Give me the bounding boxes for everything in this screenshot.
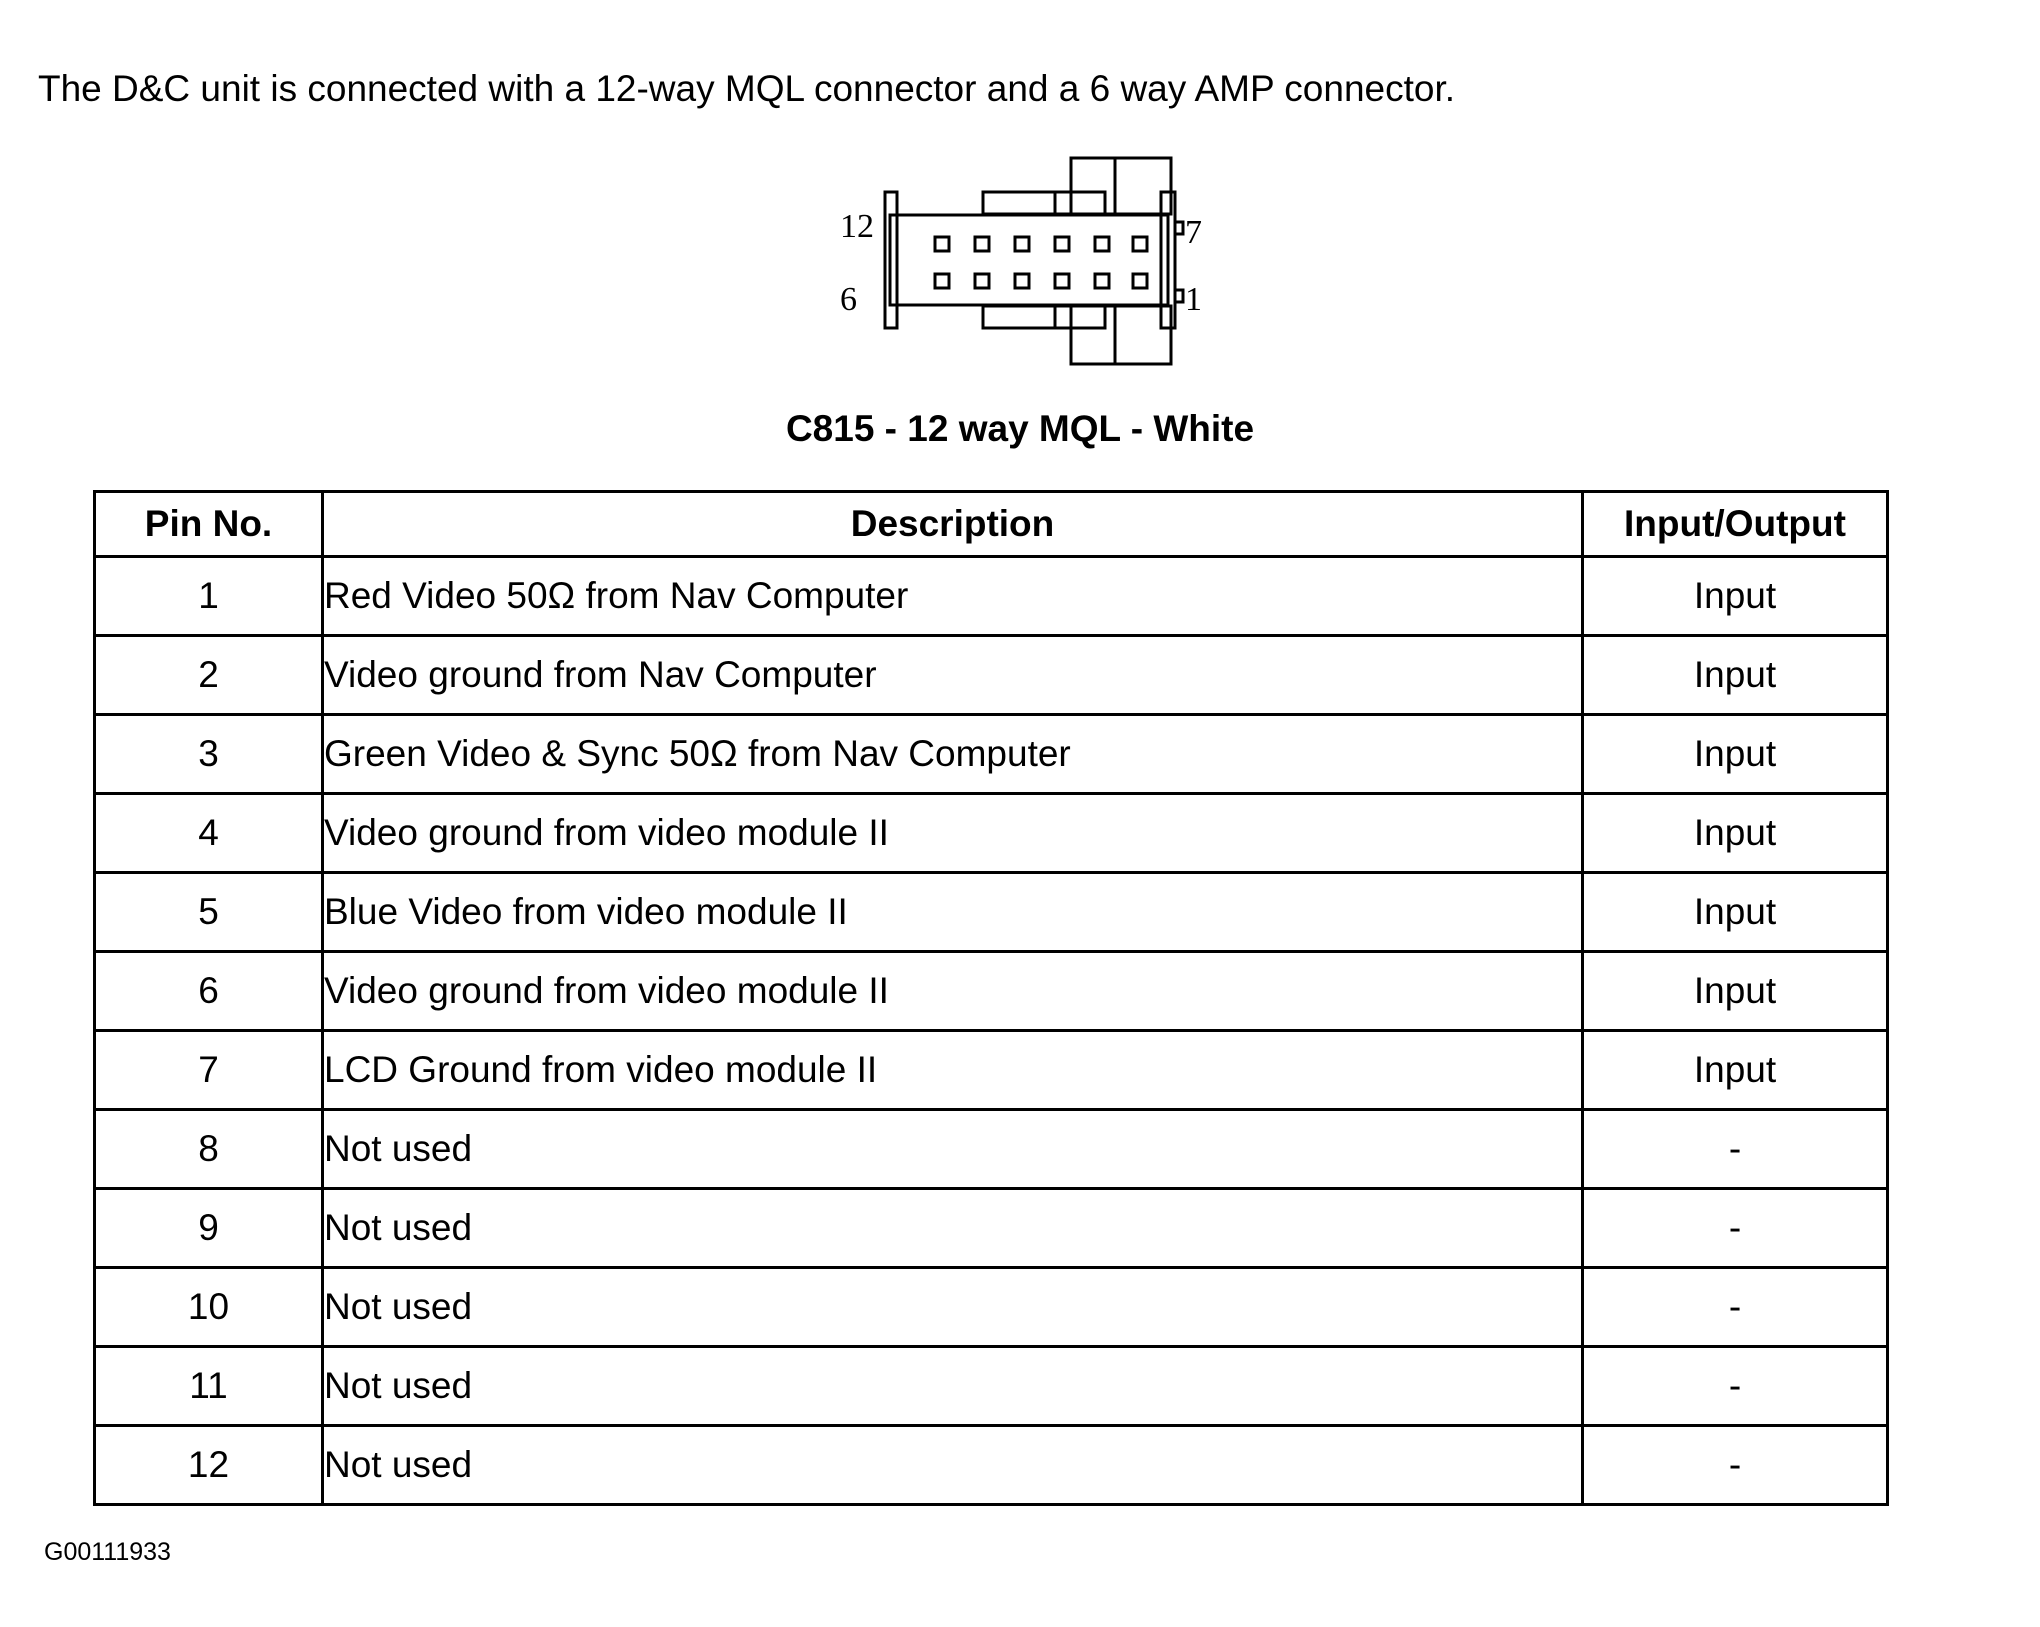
table-header-row <box>95 492 1888 557</box>
pin-io: Input <box>1583 636 1888 715</box>
pin-number: 9 <box>95 1189 323 1268</box>
pin-description: Video ground from Nav Computer <box>323 636 1583 715</box>
intro-text: The D&C unit is connected with a 12-way MQL connector and a 6 way AMP connector. <box>38 68 1456 109</box>
pin-description: LCD Ground from video module II <box>323 1031 1583 1110</box>
table-row <box>95 873 1888 952</box>
pin-description: Not used <box>323 1268 1583 1347</box>
pin-number: 12 <box>95 1426 323 1505</box>
pin-cavities <box>935 237 1147 288</box>
pin-io: Input <box>1583 557 1888 636</box>
table-row <box>95 636 1888 715</box>
pin-io: - <box>1583 1189 1888 1268</box>
pin-io: - <box>1583 1268 1888 1347</box>
pin-label-7: 7 <box>1185 214 1202 251</box>
pin-number: 10 <box>95 1268 323 1347</box>
pin-io: Input <box>1583 952 1888 1031</box>
pin-label-12: 12 <box>840 208 874 245</box>
pinout-table <box>93 490 1889 1506</box>
connector-title: C815 - 12 way MQL - White <box>785 408 1255 449</box>
pin-io: - <box>1583 1347 1888 1426</box>
pin-description: Red Video 50Ω from Nav Computer <box>323 557 1583 636</box>
pin-number: 1 <box>95 557 323 636</box>
pin-number: 7 <box>95 1031 323 1110</box>
pin-io: - <box>1583 1110 1888 1189</box>
pin-description: Video ground from video module II <box>323 952 1583 1031</box>
pin-number: 5 <box>95 873 323 952</box>
pin-number: 2 <box>95 636 323 715</box>
pin-number: 6 <box>95 952 323 1031</box>
pin-description: Video ground from video module II <box>323 794 1583 873</box>
table-row <box>95 1189 1888 1268</box>
pin-description: Green Video & Sync 50Ω from Nav Computer <box>323 715 1583 794</box>
connector-body <box>890 215 1168 305</box>
table-row <box>95 1347 1888 1426</box>
table-row <box>95 715 1888 794</box>
pin-description: Not used <box>323 1189 1583 1268</box>
connector-diagram <box>835 150 1202 380</box>
pin-io: - <box>1583 1426 1888 1505</box>
header-pin-no: Pin No. <box>95 492 323 557</box>
table-row <box>95 952 1888 1031</box>
pin-description: Not used <box>323 1347 1583 1426</box>
pin-number: 3 <box>95 715 323 794</box>
pin-label-1: 1 <box>1185 281 1202 318</box>
pin-description: Blue Video from video module II <box>323 873 1583 952</box>
pin-io: Input <box>1583 873 1888 952</box>
table-row <box>95 1110 1888 1189</box>
pin-number: 8 <box>95 1110 323 1189</box>
pin-label-6: 6 <box>840 281 857 318</box>
table-row <box>95 1426 1888 1505</box>
pin-number: 4 <box>95 794 323 873</box>
table-row <box>95 557 1888 636</box>
pin-io: Input <box>1583 715 1888 794</box>
figure-id: G00111933 <box>44 1538 171 1566</box>
table-row <box>95 1268 1888 1347</box>
header-description: Description <box>323 492 1583 557</box>
pin-description: Not used <box>323 1426 1583 1505</box>
table-row <box>95 794 1888 873</box>
header-input-output: Input/Output <box>1583 492 1888 557</box>
pin-io: Input <box>1583 794 1888 873</box>
pin-description: Not used <box>323 1110 1583 1189</box>
pin-number: 11 <box>95 1347 323 1426</box>
pin-io: Input <box>1583 1031 1888 1110</box>
table-row <box>95 1031 1888 1110</box>
